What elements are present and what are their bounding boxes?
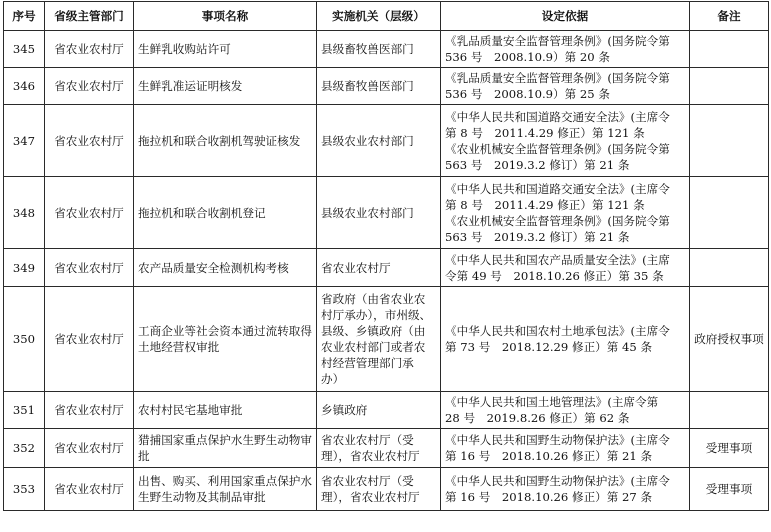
header-dept: 省级主管部门 [45, 2, 134, 31]
cell-org [317, 429, 441, 468]
cell-basis [441, 68, 690, 105]
cell-no: 349 [4, 249, 45, 287]
cell-org [317, 287, 441, 392]
cell-item: 出售、购买、利用国家重点保护水生野生动物及其制品审批 [134, 468, 317, 511]
cell-dept: 省农业农村厅 [45, 105, 134, 177]
cell-org [317, 68, 441, 105]
table-row [4, 287, 769, 392]
cell-item: 拖拉机和联合收割机登记 [134, 177, 317, 249]
cell-note: 受理事项 [690, 429, 769, 468]
cell-org [317, 105, 441, 177]
org-line: 农业农村部门或者农 [321, 340, 426, 354]
org-line: 村经营管理部门承 [321, 356, 414, 370]
header-org: 实施机关（层级） [317, 2, 441, 31]
basis-line: 第 8 号 2011.4.29 修正）第 121 条 [445, 197, 645, 212]
cell-org [317, 31, 441, 68]
cell-no: 353 [4, 468, 45, 511]
document-page [3, 1, 769, 511]
cell-dept: 省农业农村厅 [45, 177, 134, 249]
cell-dept: 省农业农村厅 [45, 287, 134, 392]
basis-line: 《中华人民共和国道路交通安全法》(主席令 [445, 109, 670, 124]
org-line: 县级农业农村部门 [321, 205, 414, 220]
table-row [4, 392, 769, 429]
cell-dept: 省农业农村厅 [45, 31, 134, 68]
basis-line: 第 73 号 2018.12.29 修正）第 45 条 [445, 340, 653, 354]
cell-dept: 省农业农村厅 [45, 429, 134, 468]
basis-line: 《中华人民共和国农村土地承包法》(主席令 [445, 324, 670, 338]
cell-no: 346 [4, 68, 45, 105]
cell-org [317, 392, 441, 429]
basis-line: 《中华人民共和国道路交通安全法》(主席令 [445, 181, 670, 196]
cell-note [690, 392, 769, 429]
cell-note [690, 177, 769, 249]
basis-line: 28 号 2019.8.26 修正）第 62 条 [445, 411, 630, 425]
org-line: 办） [321, 372, 345, 386]
header-item: 事项名称 [134, 2, 317, 31]
cell-item: 生鲜乳收购站许可 [134, 31, 317, 68]
table-row [4, 31, 769, 68]
cell-note: 政府授权事项 [690, 287, 769, 392]
org-line: 省农业农村厅（受 [321, 433, 414, 447]
cell-item: 农产品质量安全检测机构考核 [134, 249, 317, 287]
basis-line: 536 号 2008.10.9）第 25 条 [445, 87, 610, 101]
cell-dept: 省农业农村厅 [45, 468, 134, 511]
org-line: 省农业农村厅 [321, 260, 391, 275]
cell-org [317, 249, 441, 287]
cell-note [690, 105, 769, 177]
basis-line: 第 16 号 2018.10.26 修正）第 27 条 [445, 490, 653, 504]
basis-line: 令第 49 号 2018.10.26 修正）第 35 条 [445, 268, 664, 283]
header-row [4, 2, 769, 31]
basis-line: 536 号 2008.10.9）第 20 条 [445, 50, 610, 64]
cell-no: 352 [4, 429, 45, 468]
cell-basis [441, 249, 690, 287]
cell-org [317, 177, 441, 249]
org-line: 县级畜牧兽医部门 [321, 42, 414, 56]
table-body [4, 31, 769, 511]
cell-basis [441, 31, 690, 68]
table-row [4, 177, 769, 249]
cell-no: 351 [4, 392, 45, 429]
cell-dept: 省农业农村厅 [45, 392, 134, 429]
cell-note [690, 68, 769, 105]
table-row [4, 249, 769, 287]
cell-note [690, 31, 769, 68]
cell-basis [441, 392, 690, 429]
approval-items-table [3, 1, 769, 511]
cell-dept: 省农业农村厅 [45, 68, 134, 105]
cell-org [317, 468, 441, 511]
header-no: 序号 [4, 2, 45, 31]
basis-line: 《中华人民共和国野生动物保护法》(主席令 [445, 433, 670, 447]
cell-note [690, 249, 769, 287]
basis-line: 《中华人民共和国农产品质量安全法》(主席 [445, 252, 670, 267]
cell-item: 工商企业等社会资本通过流转取得土地经营权审批 [134, 287, 317, 392]
cell-no: 347 [4, 105, 45, 177]
cell-no: 350 [4, 287, 45, 392]
cell-basis [441, 429, 690, 468]
table-row [4, 468, 769, 511]
header-basis: 设定依据 [441, 2, 690, 31]
cell-note: 受理事项 [690, 468, 769, 511]
header-note: 备注 [690, 2, 769, 31]
org-line: 省农业农村厅（受 [321, 474, 414, 488]
basis-line: 《农业机械安全监督管理条例》(国务院令第 [445, 141, 670, 156]
basis-line: 《农业机械安全监督管理条例》(国务院令第 [445, 213, 670, 228]
org-line: 村厅承办），市州级、 [321, 308, 432, 322]
org-line: 县级农业农村部门 [321, 133, 414, 148]
cell-basis [441, 177, 690, 249]
cell-dept: 省农业农村厅 [45, 249, 134, 287]
basis-line: 563 号 2019.3.2 修订）第 21 条 [445, 229, 630, 244]
cell-basis [441, 105, 690, 177]
cell-item: 拖拉机和联合收割机驾驶证核发 [134, 105, 317, 177]
org-line: 理），省农业农村厅 [321, 449, 420, 463]
table-row [4, 429, 769, 468]
cell-basis [441, 468, 690, 511]
org-line: 理），省农业农村厅 [321, 490, 420, 504]
table-row [4, 68, 769, 105]
basis-line: 《中华人民共和国土地管理法》(主席令第 [445, 395, 659, 409]
cell-item: 生鲜乳准运证明核发 [134, 68, 317, 105]
cell-no: 348 [4, 177, 45, 249]
org-line: 县级畜牧兽医部门 [321, 79, 414, 93]
org-line: 省政府（由省农业农 [321, 292, 426, 306]
basis-line: 《乳品质量安全监督管理条例》(国务院令第 [445, 34, 670, 48]
basis-line: 563 号 2019.3.2 修订）第 21 条 [445, 157, 630, 172]
basis-line: 《中华人民共和国野生动物保护法》(主席令 [445, 474, 670, 488]
basis-line: 第 8 号 2011.4.29 修正）第 121 条 [445, 125, 645, 140]
cell-no: 345 [4, 31, 45, 68]
cell-basis [441, 287, 690, 392]
basis-line: 第 16 号 2018.10.26 修正）第 21 条 [445, 449, 653, 463]
org-line: 县级、乡镇政府（由 [321, 324, 426, 338]
cell-item: 农村村民宅基地审批 [134, 392, 317, 429]
cell-item: 猎捕国家重点保护水生野生动物审批 [134, 429, 317, 468]
table-row [4, 105, 769, 177]
basis-line: 《乳品质量安全监督管理条例》(国务院令第 [445, 71, 670, 85]
org-line: 乡镇政府 [321, 403, 368, 417]
